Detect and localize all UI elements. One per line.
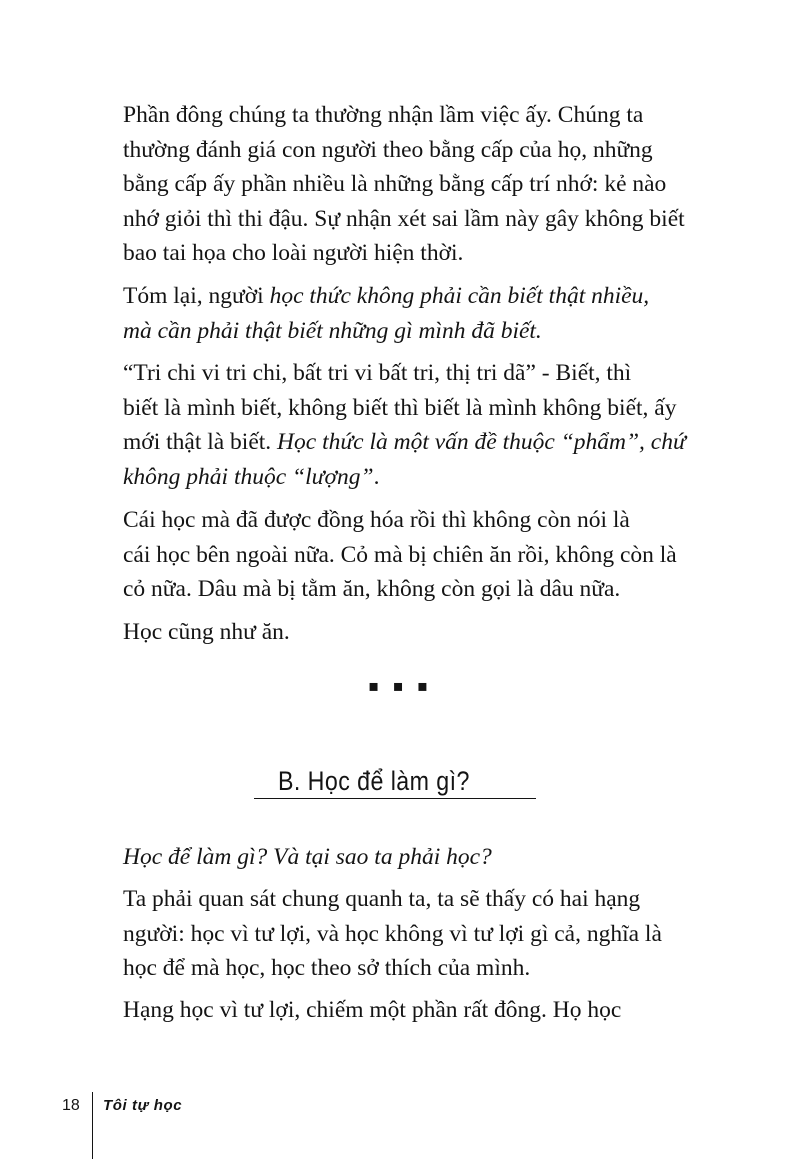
paragraph-4 <box>123 503 703 607</box>
text-italic: học thức không phải cần biết thật nhiều, <box>269 283 650 309</box>
text-line: Phần đông chúng ta thường nhận lầm việc ấy. Chúng ta <box>123 102 644 128</box>
text-line: Cái học mà đã được đồng hóa rồi thì không còn nói là <box>123 507 630 533</box>
text-line: bao tai họa cho loài người hiện thời. <box>123 240 464 267</box>
heading-underline <box>254 798 536 799</box>
text-line: người: học vì tư lợi, và học không vì tư lợi gì cả, nghĩa là <box>123 920 662 947</box>
page-footer <box>0 1090 800 1159</box>
running-title: Tôi tự học <box>103 1097 183 1114</box>
text-italic: Học thức là một vấn đề thuộc “phẩm”, chứ <box>277 429 686 456</box>
text-italic: Học để làm gì? Và tại sao ta phải học? <box>123 844 492 870</box>
text-line: bằng cấp ấy phần nhiều là những bằng cấp trí nhớ: kẻ nào <box>123 171 667 198</box>
paragraph-7 <box>123 882 703 986</box>
text-line: thường đánh giá con người theo bằng cấp của họ, những <box>123 136 653 163</box>
page-number: 18 <box>62 1097 80 1114</box>
text-line: học để mà học, học theo sở thích của mình. <box>123 955 531 982</box>
section-separator: ▪ ▪ ▪ <box>368 676 432 695</box>
text-line: nhớ giỏi thì thi đậu. Sự nhận xét sai lầm này gây không biết <box>123 205 685 232</box>
paragraph-2 <box>123 279 703 348</box>
text-line: Ta phải quan sát chung quanh ta, ta sẽ thấy có hai hạng <box>123 886 641 912</box>
text-line: cái học bên ngoài nữa. Cỏ mà bị chiên ăn rồi, không còn là <box>123 541 677 568</box>
text-line: biết là mình biết, không biết thì biết là mình không biết, ấy <box>123 394 677 421</box>
paragraph-6 <box>123 840 703 875</box>
section-heading <box>254 766 536 806</box>
text-line <box>123 460 703 495</box>
paragraph-5 <box>123 615 703 650</box>
text-italic: không phải thuộc “lượng” <box>123 463 374 490</box>
paragraph-1 <box>123 98 703 271</box>
footer-divider <box>92 1092 93 1159</box>
text-line: Hạng học vì tư lợi, chiếm một phần rất đông. Họ học <box>123 997 622 1023</box>
text-line <box>123 425 703 460</box>
text-line <box>123 279 703 314</box>
text-line: cỏ nữa. Dâu mà bị tằm ăn, không còn gọi là dâu nữa. <box>123 576 621 603</box>
paragraph-8 <box>123 993 703 1028</box>
text-italic: mà cần phải thật biết những gì mình đã biết. <box>123 317 542 344</box>
text-normal: . <box>373 463 380 490</box>
paragraph-3 <box>123 356 703 494</box>
text-normal: Tóm lại, người <box>123 283 270 309</box>
text-line: Học cũng như ăn. <box>123 619 290 645</box>
text-normal: mới thật là biết. <box>123 429 278 456</box>
text-line: “Tri chi vi tri chi, bất tri vi bất tri, thị tri dã” - Biết, thì <box>123 360 632 386</box>
text-line <box>123 314 703 349</box>
section-heading-text: B. Học để làm gì? <box>278 766 470 796</box>
